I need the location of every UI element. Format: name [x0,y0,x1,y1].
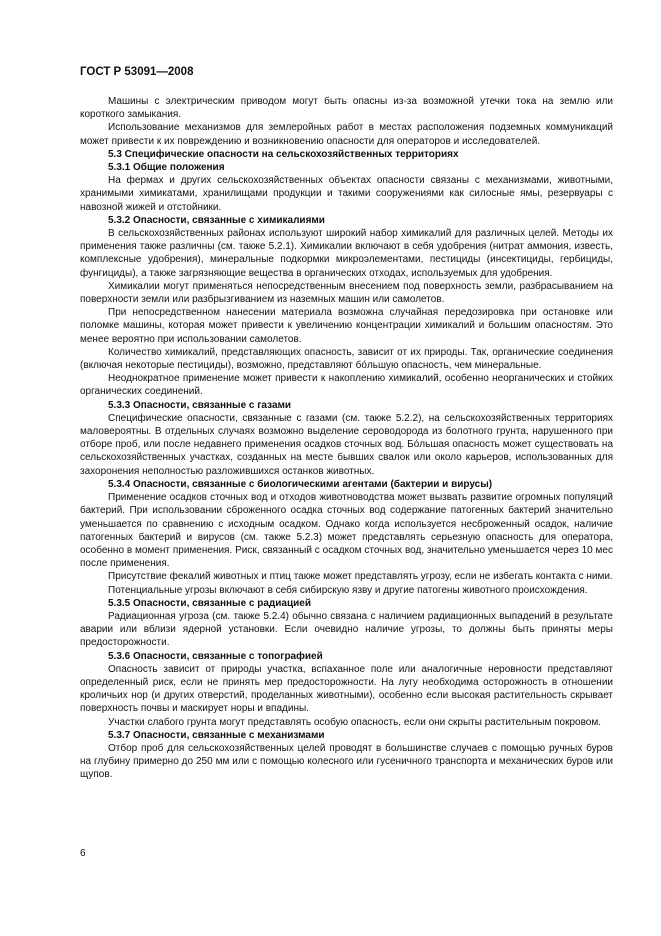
page-number: 6 [80,848,86,859]
paragraph: Потенциальные угрозы включают в себя сибирскую язву и другие патогены животного происхождения. [108,584,588,596]
paragraph: Применение осадков сточных вод и отходов животноводства может вызвать развитие огромных популяций бактерий. При использовании сброженного осадка сточных вод содержание патогенных бактерий значительно уменьшается по сравнению с исходным осадком. Однако когда используется несброженный осадок, наличие патогенных бактерий и вирусов (см. также 5.2.3) может представлять серьезную опасность для оператора, особенно в момент применения. Риск, связанный с осадком сточных вод, значительно уменьшается через 10 мес после применения. [80,492,613,570]
section-heading: 5.3.1 Общие положения [108,162,225,174]
paragraph: Отбор проб для сельскохозяйственных целей проводят в большинстве случаев с помощью ручных буров на глубину примерно до 250 мм или с помощью колесного или гусеничного транспорта и механических буров или щупов. [80,742,613,781]
paragraph: При непосредственном нанесении материала возможна случайная передозировка при остановке или поломке машины, которая может привести к увеличению концентрации химикалий и большим опасностям. Это менее вероятно при использовании самолетов. [80,307,613,345]
document-body [80,95,613,782]
section-heading: 5.3.6 Опасности, связанные с топографией [108,650,323,662]
paragraph: Участки слабого грунта могут представлять особую опасность, если они скрыты растительным покровом. [108,716,602,728]
paragraph: Химикалии могут применяться непосредственным внесением под поверхность земли, разбрасыванием на поверхности земли или разбрызгиванием из наземных машин или самолетов. [80,280,613,306]
section-heading: 5.3.2 Опасности, связанные с химикалиями [108,214,325,226]
paragraph: Использование механизмов для землеройных работ в местах расположения подземных коммуникаций может привести к их повреждению и возникновению опасности для операторов и исследователей. [80,122,613,147]
section-heading: 5.3.3 Опасности, связанные с газами [108,399,292,411]
section-heading: 5.3.4 Опасности, связанные с биологическими агентами (бактерии и вирусы) [108,478,493,490]
section-heading: 5.3.5 Опасности, связанные с радиацией [108,597,311,609]
paragraph: Опасность зависит от природы участка, вспаханное поле или аналогичные неровности представляют определенный риск, если не принять мер предосторожности. На лугу необходима осторожность в отношении кроличьих нор (и других отверстий, проделанных животными), особенно если высокая растительность скрывает поверхность почвы и маскирует норы и впадины. [80,663,613,715]
paragraph: Специфические опасности, связанные с газами (см. также 5.2.2), на сельскохозяйственных территориях маловероятны. В отдельных случаях возможно выделение сероводорода из болотного грунта, нарушенного при отборе проб, или после недавнего применения осадков сточных вод. Бо́льшая опасность может существовать на сельскохозяйственных участках, созданных на месте бывших свалок или около карьеров, использованных для захоронения неполностью разложившихся останков животных. [80,412,613,477]
paragraph: Машины с электрическим приводом могут быть опасны из-за возможной утечки тока на землю или короткого замыкания. [80,96,613,121]
document-header: ГОСТ Р 53091—2008 [80,66,194,78]
paragraph: Количество химикалий, представляющих опасность, зависит от их природы. Так, органические соединения (включая некоторые пестициды), возможно, представляют бо́льшую опасность, чем минеральные. [80,346,613,372]
paragraph: Неоднократное применение может привести к накоплению химикалий, особенно неорганических и стойких органических соединений. [80,373,613,398]
section-heading: 5.3.7 Опасности, связанные с механизмами [108,729,325,741]
paragraph: Присутствие фекалий животных и птиц также может представлять угрозу, если не избегать контакта с ними. [108,571,613,583]
paragraph: Радиационная угроза (см. также 5.2.4) обычно связана с наличием радиационных выпадений в результате аварии или вблизи ядерной установки. Если очевидно наличие угрозы, то должны быть приняты меры предосторожности. [80,610,613,649]
paragraph: В сельскохозяйственных районах используют широкий набор химикалий для различных целей. Методы их применения также различны (см. также 5.2.1). Химикалии включают в себя удобрения (нитрат аммония, известь, комплексные удобрения), минеральные подкормки микроэлементами, пестициды (инсектициды, гербициды, фунгициды), а также загрязняющие вещества в органических отходах, используемых для удобрения. [80,228,613,279]
section-heading: 5.3 Специфические опасности на сельскохозяйственных территориях [108,148,459,160]
paragraph: На фермах и других сельскохозяйственных объектах опасности связаны с механизмами, животными, хранимыми химикатами, хранилищами продукции и такими сооружениями как силосные ямы, резервуары с навозной жижей и отстойники. [80,175,613,213]
